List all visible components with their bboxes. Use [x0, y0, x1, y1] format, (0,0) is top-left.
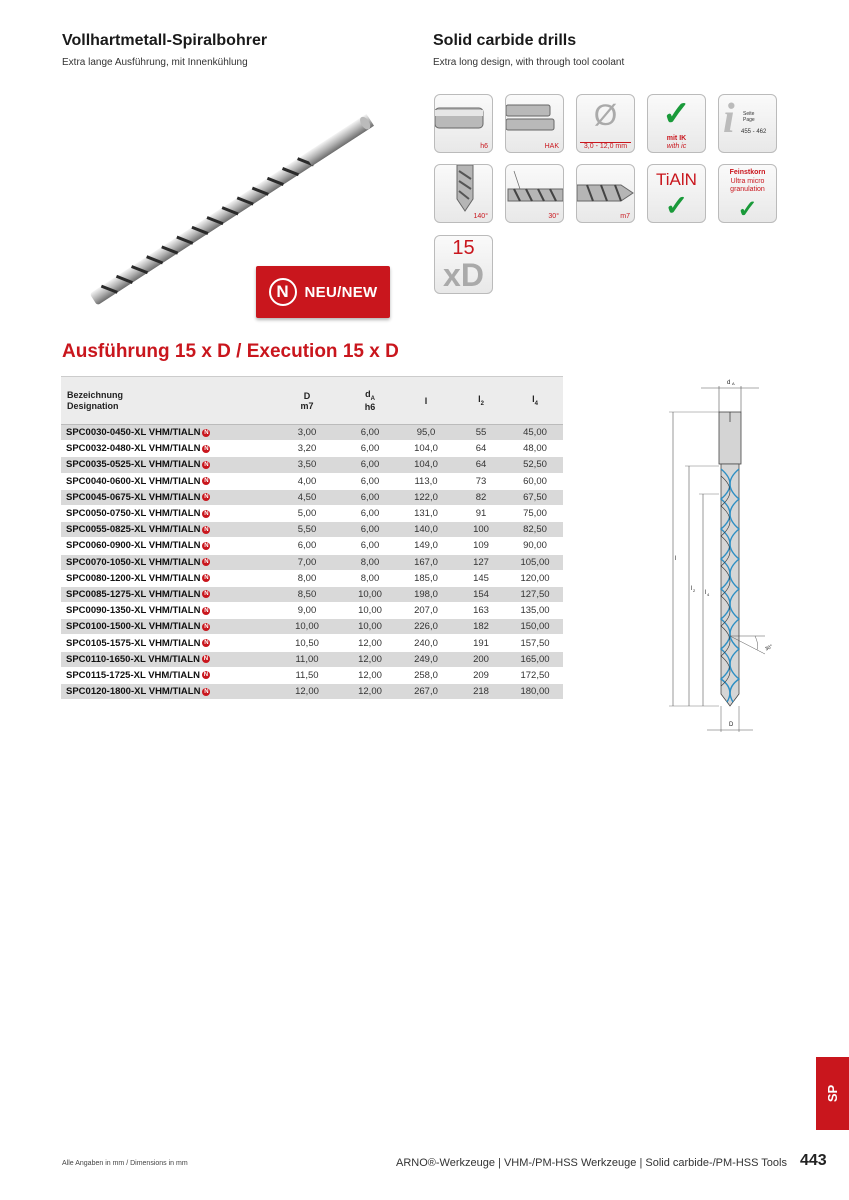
cell-da: 6,00 [343, 457, 397, 473]
cell-l: 95,0 [397, 425, 455, 441]
shank-h6-label: h6 [480, 143, 488, 150]
col-l-label: l [424, 395, 428, 406]
new-marker-icon: N [203, 656, 209, 663]
grain-en2-label: granulation [730, 186, 765, 193]
grain-en1-label: Ultra micro [730, 178, 765, 185]
new-marker-icon: N [204, 559, 209, 566]
cell-l: 207,0 [397, 603, 455, 619]
coating-label: TiAlN [656, 170, 697, 189]
info-letter: i [723, 96, 735, 142]
designation-text: SPC0055-0825-XL VHM/TIALN [66, 524, 201, 536]
cell-d: 7,00 [271, 554, 343, 570]
col-l2-label: l [478, 394, 481, 405]
cell-l4: 82,50 [507, 522, 563, 538]
cell-l: 113,0 [397, 473, 455, 489]
cell-l2: 64 [455, 457, 507, 473]
cell-da: 6,00 [343, 489, 397, 505]
cell-da: 12,00 [343, 667, 397, 683]
new-marker-icon: N [204, 607, 209, 614]
cell-da: 6,00 [343, 505, 397, 521]
cell-l2: 64 [455, 441, 507, 457]
cell-l4: 75,00 [507, 505, 563, 521]
table-row [61, 425, 563, 441]
grain-de-label: Feinstkorn [729, 169, 766, 176]
row-designation [61, 505, 271, 521]
coolant-icon [647, 94, 706, 153]
check-icon: ✓ [664, 190, 689, 221]
cell-l4: 67,50 [507, 489, 563, 505]
designation-text: SPC0120-1800-XL VHM/TIALN [66, 686, 201, 698]
cell-l2: 154 [455, 586, 507, 602]
coolant-en-label: with ic [666, 143, 687, 150]
coolant-de-label: mit IK [666, 135, 687, 142]
cell-l4: 172,50 [507, 667, 563, 683]
new-marker-icon: N [204, 494, 209, 501]
grain-icon [718, 164, 777, 223]
cell-l: 131,0 [397, 505, 455, 521]
cell-da: 6,00 [343, 425, 397, 441]
table-row [61, 441, 563, 457]
cell-da: 6,00 [343, 473, 397, 489]
cell-l: 249,0 [397, 651, 455, 667]
footer-brand-line: ARNO®-Werkzeuge | VHM-/PM-HSS Werkzeuge | Solid carbide-/PM-HSS Tools [396, 1157, 787, 1169]
cell-l: 122,0 [397, 489, 455, 505]
cell-l: 149,0 [397, 538, 455, 554]
row-designation [61, 619, 271, 635]
new-marker-icon: N [203, 672, 209, 679]
helix-30-icon [505, 164, 564, 223]
angle-140-label: 140° [473, 213, 488, 220]
row-designation [61, 603, 271, 619]
designation-text: SPC0060-0900-XL VHM/TIALN [66, 540, 201, 552]
cell-l2: 55 [455, 425, 507, 441]
row-designation [61, 522, 271, 538]
cell-l4: 150,00 [507, 619, 563, 635]
table-row [61, 554, 563, 570]
new-marker-icon: N [204, 526, 209, 533]
cell-l4: 165,00 [507, 651, 563, 667]
cell-d: 12,00 [271, 684, 343, 700]
col-l4-sub: 4 [534, 400, 538, 407]
designation-text: SPC0070-1050-XL VHM/TIALN [66, 556, 201, 568]
cell-l4: 60,00 [507, 473, 563, 489]
cell-l2: 100 [455, 522, 507, 538]
cell-da: 12,00 [343, 684, 397, 700]
new-marker-icon: N [204, 575, 209, 582]
cell-l2: 200 [455, 651, 507, 667]
col-da [343, 377, 397, 425]
cell-l2: 191 [455, 635, 507, 651]
section-title: Ausführung 15 x D / Execution 15 x D [62, 341, 399, 362]
cell-da: 8,00 [343, 554, 397, 570]
col-d-label: D [303, 390, 311, 401]
designation-text: SPC0100-1500-XL VHM/TIALN [66, 621, 201, 633]
cell-d: 3,00 [271, 425, 343, 441]
cell-da: 6,00 [343, 522, 397, 538]
table-row [61, 473, 563, 489]
designation-text: SPC0050-0750-XL VHM/TIALN [66, 508, 201, 520]
row-designation [61, 425, 271, 441]
designation-text: SPC0085-1275-XL VHM/TIALN [66, 588, 201, 600]
cell-l2: 182 [455, 619, 507, 635]
cell-l2: 127 [455, 554, 507, 570]
cell-l: 267,0 [397, 684, 455, 700]
cell-l2: 109 [455, 538, 507, 554]
diameter-range-label: 3,0 - 12,0 mm [580, 142, 631, 150]
table-row [61, 667, 563, 683]
col-designation-de: Bezeichnung [67, 389, 124, 400]
cell-l: 167,0 [397, 554, 455, 570]
tolerance-m7-icon [576, 164, 635, 223]
info-page: Page [743, 117, 755, 123]
cell-d: 10,50 [271, 635, 343, 651]
new-marker-icon: N [204, 510, 209, 517]
page-number: 443 [800, 1152, 827, 1169]
cell-da: 10,00 [343, 619, 397, 635]
designation-text: SPC0080-1200-XL VHM/TIALN [66, 572, 201, 584]
table-row [61, 684, 563, 700]
cell-d: 5,00 [271, 505, 343, 521]
footer-dimensions-note: Alle Angaben in mm / Dimensions in mm [62, 1160, 188, 1167]
point-angle-140-icon [434, 164, 493, 223]
cell-d: 6,00 [271, 538, 343, 554]
drawing-l2-sub: 2 [693, 588, 696, 593]
col-da-tol: h6 [364, 401, 376, 412]
new-circle-icon: N [269, 278, 297, 306]
cell-l4: 127,50 [507, 586, 563, 602]
cell-l4: 52,50 [507, 457, 563, 473]
cell-l4: 157,50 [507, 635, 563, 651]
col-designation [61, 377, 271, 425]
cell-da: 10,00 [343, 603, 397, 619]
cell-l: 185,0 [397, 570, 455, 586]
section-tab-label: SP [825, 1084, 840, 1103]
drawing-l4-sub: 4 [707, 592, 710, 597]
col-l4-label: l [532, 394, 535, 405]
row-designation [61, 651, 271, 667]
drawing-l2-label: l [691, 586, 693, 592]
new-marker-icon: N [204, 688, 209, 695]
cell-l4: 120,00 [507, 570, 563, 586]
new-marker-icon: N [204, 623, 209, 630]
row-designation [61, 538, 271, 554]
tol-m7-label: m7 [620, 213, 630, 220]
designation-text: SPC0030-0450-XL VHM/TIALN [66, 427, 201, 439]
cell-d: 8,00 [271, 570, 343, 586]
designation-text: SPC0040-0600-XL VHM/TIALN [66, 475, 201, 487]
cell-d: 11,00 [271, 651, 343, 667]
table-row [61, 505, 563, 521]
title-en: Solid carbide drills [433, 32, 577, 49]
table-row [61, 651, 563, 667]
designation-text: SPC0090-1350-XL VHM/TIALN [66, 605, 201, 617]
cell-l2: 209 [455, 667, 507, 683]
row-designation [61, 441, 271, 457]
info-seite: Seite [743, 111, 755, 117]
row-designation [61, 489, 271, 505]
row-designation [61, 667, 271, 683]
info-icon [718, 94, 777, 153]
row-designation [61, 473, 271, 489]
table-row [61, 570, 563, 586]
col-l2 [455, 377, 507, 425]
subtitle-de: Extra lange Ausführung, mit Innenkühlung [62, 57, 248, 68]
table-row [61, 619, 563, 635]
subtitle-en: Extra long design, with through tool coolant [433, 57, 625, 68]
coating-icon [647, 164, 706, 223]
col-l2-sub: 2 [480, 400, 484, 407]
col-l4 [507, 377, 563, 425]
cell-d: 4,50 [271, 489, 343, 505]
cell-da: 12,00 [343, 635, 397, 651]
check-icon: ✓ [737, 196, 758, 223]
cell-l4: 180,00 [507, 684, 563, 700]
cell-d: 5,50 [271, 522, 343, 538]
cell-d: 10,00 [271, 619, 343, 635]
cell-l2: 218 [455, 684, 507, 700]
new-marker-icon: N [204, 461, 209, 468]
diameter-icon [576, 94, 635, 153]
table-row [61, 603, 563, 619]
drawing-l4-label: l [705, 590, 707, 596]
table-header-row [61, 377, 563, 425]
new-marker-icon: N [204, 591, 209, 598]
drawing-da-label: d [727, 380, 731, 386]
shank-h6-icon [434, 94, 493, 153]
drawing-d-label: D [729, 722, 734, 728]
cell-l: 240,0 [397, 635, 455, 651]
cell-da: 12,00 [343, 651, 397, 667]
cell-d: 3,50 [271, 457, 343, 473]
info-range: 455 - 462 [741, 129, 767, 135]
designation-text: SPC0105-1575-XL VHM/TIALN [66, 637, 201, 649]
new-marker-icon: N [204, 478, 209, 485]
new-marker-icon: N [204, 640, 209, 647]
cell-da: 8,00 [343, 570, 397, 586]
cell-d: 8,50 [271, 586, 343, 602]
col-d-tol: m7 [300, 400, 314, 411]
section-tab-sp[interactable] [816, 1057, 849, 1130]
table-row [61, 635, 563, 651]
col-da-sub: A [370, 395, 375, 402]
new-badge-text: NEU/NEW [304, 283, 378, 301]
new-marker-icon: N [204, 542, 209, 549]
col-l [397, 377, 455, 425]
cell-d: 4,00 [271, 473, 343, 489]
diameter-symbol: Ø [593, 99, 618, 132]
drawing-angle-label: 30° [764, 643, 774, 653]
designation-text: SPC0032-0480-XL VHM/TIALN [66, 443, 201, 455]
cell-l2: 91 [455, 505, 507, 521]
col-d [271, 377, 343, 425]
cell-l2: 145 [455, 570, 507, 586]
new-marker-icon: N [204, 445, 209, 452]
table-row [61, 586, 563, 602]
cell-da: 10,00 [343, 586, 397, 602]
xd-number: 15 [452, 237, 475, 259]
cell-d: 9,00 [271, 603, 343, 619]
new-badge [256, 266, 390, 318]
cell-l2: 73 [455, 473, 507, 489]
designation-text: SPC0035-0525-XL VHM/TIALN [66, 459, 201, 471]
cell-l: 140,0 [397, 522, 455, 538]
row-designation [61, 635, 271, 651]
row-designation [61, 554, 271, 570]
table-row [61, 538, 563, 554]
designation-text: SPC0115-1725-XL VHM/TIALN [66, 669, 200, 681]
cell-l: 198,0 [397, 586, 455, 602]
cell-l2: 82 [455, 489, 507, 505]
shank-hak-label: HAK [544, 143, 559, 150]
cell-l4: 45,00 [507, 425, 563, 441]
row-designation [61, 457, 271, 473]
table-row [61, 489, 563, 505]
cell-l: 104,0 [397, 457, 455, 473]
col-designation-en: Designation [67, 400, 119, 411]
drawing-da-sub: A [732, 381, 735, 386]
cell-d: 3,20 [271, 441, 343, 457]
table-row [61, 522, 563, 538]
new-marker-icon: N [204, 429, 209, 436]
title-de: Vollhartmetall-Spiralbohrer [62, 32, 268, 49]
spec-table [61, 376, 563, 700]
designation-text: SPC0110-1650-XL VHM/TIALN [66, 653, 200, 665]
cell-da: 6,00 [343, 538, 397, 554]
designation-text: SPC0045-0675-XL VHM/TIALN [66, 491, 201, 503]
drawing-l-label: l [675, 556, 677, 562]
xd-text: xD [443, 257, 484, 293]
cell-l2: 163 [455, 603, 507, 619]
shank-hak-icon [505, 94, 564, 153]
cell-d: 11,50 [271, 667, 343, 683]
cell-l4: 48,00 [507, 441, 563, 457]
col-da-label: d [365, 389, 371, 400]
cell-l4: 90,00 [507, 538, 563, 554]
technical-drawing [655, 374, 785, 744]
row-designation [61, 684, 271, 700]
row-designation [61, 586, 271, 602]
angle-30-label: 30° [548, 213, 559, 220]
table-row [61, 457, 563, 473]
length-xd-icon [434, 235, 493, 294]
cell-l4: 135,00 [507, 603, 563, 619]
cell-l: 226,0 [397, 619, 455, 635]
cell-l: 258,0 [397, 667, 455, 683]
cell-l4: 105,00 [507, 554, 563, 570]
cell-da: 6,00 [343, 441, 397, 457]
check-icon: ✓ [662, 95, 691, 133]
row-designation [61, 570, 271, 586]
cell-l: 104,0 [397, 441, 455, 457]
